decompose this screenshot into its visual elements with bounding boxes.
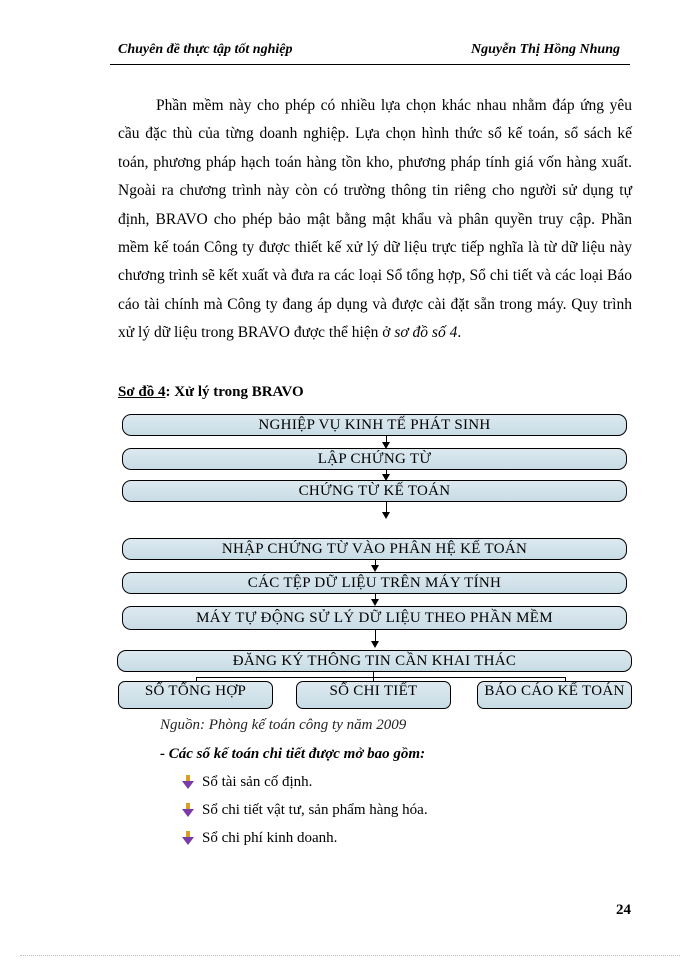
footer-divider bbox=[20, 955, 680, 956]
arrow-bullet-icon bbox=[180, 802, 196, 818]
flow-step-1 bbox=[122, 414, 627, 436]
ledger-list bbox=[180, 772, 428, 856]
arrow-bullet-icon bbox=[180, 774, 196, 790]
list-item bbox=[180, 800, 428, 828]
list-title: - Các sổ kế toán chi tiết được mở bao gồm: bbox=[160, 746, 426, 762]
output-label: SỔ TỔNG HỢP bbox=[144, 683, 247, 699]
arrow-bullet-icon bbox=[180, 830, 196, 846]
arrow-down-icon bbox=[382, 512, 390, 519]
output-accounting-report bbox=[477, 681, 632, 709]
flow-step-6 bbox=[122, 606, 627, 630]
caption-label: Sơ đồ 4 bbox=[118, 384, 166, 400]
output-label: BÁO CÁO KẾ TOÁN bbox=[484, 683, 625, 699]
arrow-down-icon bbox=[371, 641, 379, 648]
list-item-text: Sổ chi tiết vật tư, sản phẩm hàng hóa. bbox=[202, 802, 428, 818]
caption-title: : Xử lý trong BRAVO bbox=[165, 384, 304, 400]
flow-step-label: NHẬP CHỨNG TỪ VÀO PHÂN HỆ KẾ TOÁN bbox=[221, 541, 528, 557]
paragraph-text: Phần mềm này cho phép có nhiều lựa chọn khác nhau nhằm đáp ứng yêu cầu đặc thù của từng doanh nghiệp. Lựa chọn hình thức sổ kế toán, sổ sách kế toán, phương pháp hạch toán hàng tồn kho, phương pháp tính giá vốn hàng xuất. Ngoài ra chương trình này còn có trường thông tin riêng cho người sử dụng tự định, BRAVO cho phép bảo mật bằng mật khẩu và phân quyền truy cập. Phần mềm kế toán Công ty được thiết kế xử lý dữ liệu trực tiếp nghĩa là từ dữ liệu này chương trình sẽ kết xuất và đưa ra các loại Sổ tổng hợp, Sổ chi tiết và các loại Báo cáo tài chính mà Công ty đang áp dụng và được cài đặt sẵn trong máy. Quy trình xử lý dữ liệu trong BRAVO được thể hiện ở bbox=[118, 97, 632, 342]
flow-step-label: NGHIỆP VỤ KINH TẾ PHÁT SINH bbox=[258, 417, 491, 433]
diagram-reference: sơ đồ số 4 bbox=[394, 324, 458, 342]
list-item bbox=[180, 772, 428, 800]
list-item-text: Sổ tài sản cố định. bbox=[202, 774, 313, 790]
arrow-down-icon bbox=[371, 565, 379, 572]
diagram-source: Nguồn: Phòng kế toán công ty năm 2009 bbox=[160, 717, 407, 733]
list-item-text: Sổ chi phí kinh doanh. bbox=[202, 830, 338, 846]
flow-step-2 bbox=[122, 448, 627, 470]
flow-step-7 bbox=[117, 650, 632, 672]
list-item bbox=[180, 828, 428, 856]
output-detail-ledger bbox=[296, 681, 451, 709]
arrow-down-icon bbox=[371, 599, 379, 606]
flow-step-4 bbox=[122, 538, 627, 560]
header-author: Nguyễn Thị Hồng Nhung bbox=[471, 42, 620, 57]
flow-step-5 bbox=[122, 572, 627, 594]
header-title: Chuyên đề thực tập tốt nghiệp bbox=[118, 42, 293, 57]
output-summary-ledger bbox=[118, 681, 273, 709]
flow-step-label: LẬP CHỨNG TỪ bbox=[317, 451, 432, 467]
flow-step-3 bbox=[122, 480, 627, 502]
branch-connector bbox=[196, 677, 565, 678]
page-number: 24 bbox=[616, 902, 631, 918]
flow-step-label: ĐĂNG KÝ THÔNG TIN CẦN KHAI THÁC bbox=[232, 653, 517, 669]
output-label: SỔ CHI TIẾT bbox=[329, 683, 418, 699]
flow-step-label: CHỨNG TỪ KẾ TOÁN bbox=[298, 483, 451, 499]
flow-step-label: CÁC TỆP DỮ LIỆU TRÊN MÁY TÍNH bbox=[247, 575, 502, 591]
paragraph-end: . bbox=[457, 324, 462, 342]
flow-step-label: MÁY TỰ ĐỘNG SỬ LÝ DỮ LIỆU THEO PHẦN MỀM bbox=[196, 610, 553, 626]
